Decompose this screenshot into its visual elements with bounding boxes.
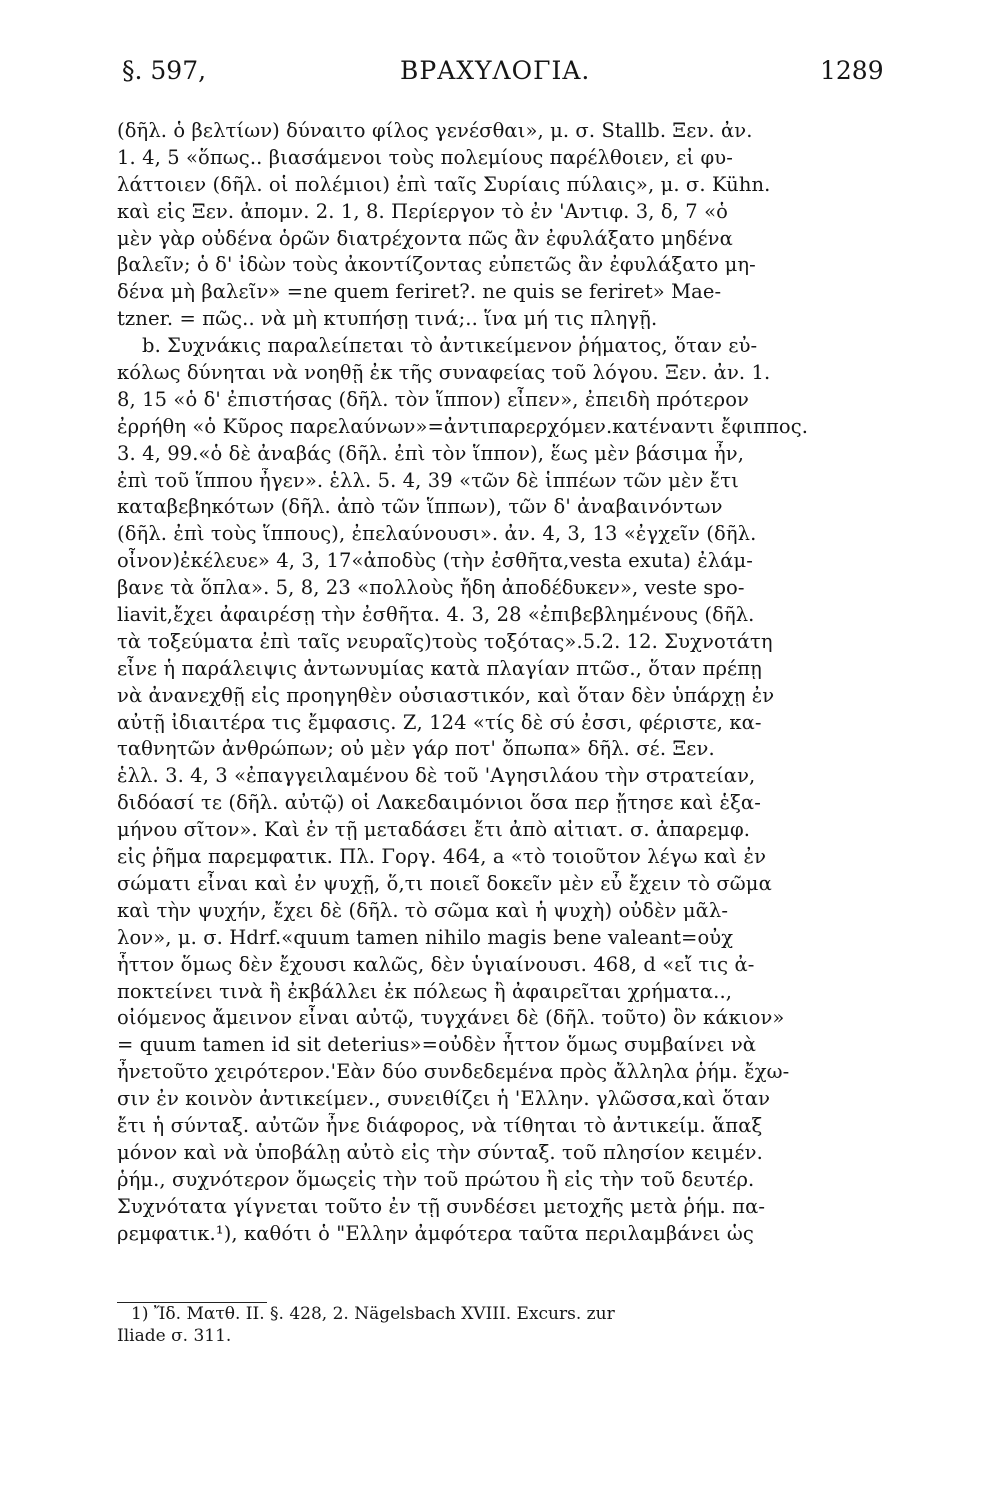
text-line: b. Συχνάκις παραλείπεται τὸ ἀντικείμενον ῥήματος, ὅταν εὐ- — [142, 334, 758, 358]
text-line: (δῆλ. ἐπὶ τοὺς ἵππους), ἐπελαύνουσι». ἀν. 4, 3, 13 «ἐγχεῖν (δῆλ. — [117, 522, 757, 546]
text-line: βανε τὰ ὅπλα». 5, 8, 23 «πολλοὺς ἤδη ἀποδέδυκεν», veste spo- — [117, 576, 745, 600]
text-line: tzner. = πῶς.. νὰ μὴ κτυπήσῃ τινά;.. ἵνα μή τις πληγῇ. — [117, 307, 658, 331]
text-line: ἦνετοῦτο χειρότερον.'Εὰν δύο συνδεδεμένα πρὸς ἄλληλα ῥήμ. ἔχω- — [117, 1060, 790, 1084]
text-line: Συχνότατα γίγνεται τοῦτο ἐν τῇ συνδέσει μετοχῆς μετὰ ῥήμ. πα- — [117, 1194, 766, 1218]
text-line: νὰ ἀνανεχθῇ εἰς προηγηθὲν οὐσιαστικόν, καὶ ὅταν δὲν ὑπάρχῃ ἐν — [117, 683, 775, 707]
text-line: 8, 15 «ὁ δ' ἐπιστήσας (δῆλ. τὸν ἵππον) εἶπεν», ἐπειδὴ πρότερον — [117, 387, 749, 411]
text-line: οἰόμενος ἄμεινον εἶναι αὐτῷ, τυγχάνει δὲ (δῆλ. τοῦτο) ὂν κάκιον» — [117, 1006, 785, 1030]
text-line: εἰς ῥῆμα παρεμφατικ. Πλ. Γοργ. 464, a «τὸ τοιοῦτον λέγω καὶ ἐν — [117, 845, 767, 869]
text-line: καὶ εἰς Ξεν. ἀπομν. 2. 1, 8. Περίεργον τὸ ἐν 'Αντιφ. 3, δ, 7 «ὁ — [117, 199, 728, 223]
text-line: μήνου σῖτον». Καὶ ἐν τῇ μεταδάσει ἔτι ἀπὸ αἰτιατ. σ. ἀπαρεμφ. — [117, 818, 751, 842]
text-line: καὶ τὴν ψυχήν, ἔχει δὲ (δῆλ. τὸ σῶμα καὶ ἡ ψυχὴ) οὐδὲν μᾶλ- — [117, 898, 729, 922]
running-header — [0, 56, 1002, 96]
text-line: = quum tamen id sit deterius»=οὐδὲν ἧττον ὅμως συμβαίνει νὰ — [117, 1033, 757, 1057]
text-line: 1. 4, 5 «ὅπως.. βιασάμενοι τοὺς πολεμίους παρέλθοιεν, εἰ φυ- — [117, 145, 733, 169]
text-line: ἑλλ. 3. 4, 3 «ἐπαγγειλαμένου δὲ τοῦ 'Αγησιλάου τὴν στρατείαν, — [117, 764, 756, 788]
text-line: liavit,ἔχει ἀφαιρέσῃ τὴν ἐσθῆτα. 4. 3, 28 «ἐπιβεβλημένους (δῆλ. — [117, 603, 755, 627]
text-line: ταθνητῶν ἀνθρώπων; οὐ μὲν γάρ ποτ' ὄπωπα» δῆλ. σέ. Ξεν. — [117, 737, 715, 761]
text-line: λάττοιεν (δῆλ. οἱ πολέμιοι) ἐπὶ ταῖς Συρίαις πύλαις», μ. σ. Kühn. — [117, 172, 771, 196]
text-line: διδόασί τε (δῆλ. αὐτῷ) οἱ Λακεδαιμόνιοι ὅσα περ ᾔτησε καὶ ἑξα- — [117, 791, 761, 815]
footnotes — [117, 1303, 827, 1347]
text-line: αὐτῇ ἰδιαιτέρα τις ἔμφασις. Ζ, 124 «τίς δὲ σύ ἐσσι, φέριστε, κα- — [117, 710, 762, 734]
text-line: σώματι εἶναι καὶ ἐν ψυχῇ, ὅ,τι ποιεῖ δοκεῖν μὲν εὖ ἔχειν τὸ σῶμα — [117, 871, 772, 895]
text-line: ἐπὶ τοῦ ἵππου ἦγεν». ἑλλ. 5. 4, 39 «τῶν δὲ ἱππέων τῶν μὲν ἔτι — [117, 468, 739, 492]
text-line: δένα μὴ βαλεῖν» =ne quem feriret?. ne quis se feriret» Mae- — [117, 280, 722, 304]
text-line: 3. 4, 99.«ὁ δὲ ἀναβάς (δῆλ. ἐπὶ τὸν ἵππον), ἕως μὲν βάσιμα ἦν, — [117, 441, 745, 465]
text-line: μόνον καὶ νὰ ὑποβάλῃ αὐτὸ εἰς τὴν σύνταξ. τοῦ πλησίον κειμέν. — [117, 1140, 763, 1164]
text-line: ρεμφατικ.¹), καθότι ὁ "Ελλην ἀμφότερα ταῦτα περιλαμβάνει ὡς — [117, 1221, 754, 1245]
text-line: εἶνε ἡ παράλειψις ἀντωνυμίας κατὰ πλαγίαν πτῶσ., ὅταν πρέπῃ — [117, 656, 762, 680]
text-line: κόλως δύνηται νὰ νοηθῇ ἐκ τῆς συναφείας τοῦ λόγου. Ξεν. ἀν. 1. — [117, 361, 771, 385]
text-line: ἔτι ἡ σύνταξ. αὐτῶν ἦνε διάφορος, νὰ τίθηται τὸ ἀντικείμ. ἅπαξ — [117, 1113, 763, 1137]
page-number: 1289 — [820, 56, 884, 85]
text-line: μὲν γὰρ οὐδένα ὁρῶν διατρέχοντα πῶς ἂν ἐφυλάξατο μηδένα — [117, 226, 733, 250]
text-line: καταβεβηκότων (δῆλ. ἀπὸ τῶν ἵππων), τῶν δ' ἀναβαινόντων — [117, 495, 723, 519]
main-text — [117, 118, 827, 1247]
text-line: (δῆλ. ὁ βελτίων) δύναιτο φίλος γενέσθαι», μ. σ. Stallb. Ξεν. ἀν. — [117, 119, 753, 142]
text-line: οἶνον)ἐκέλευε» 4, 3, 17«ἀποδὺς (τὴν ἐσθῆτα,vesta exuta) ἐλάμ- — [117, 549, 753, 573]
footnote-line: 1) Ἴδ. Ματθ. II. §. 428, 2. Nägelsbach XVIII. Excurs. zur — [131, 1304, 615, 1324]
running-title: ΒΡΑΧΥΛΟΓΙΑ. — [400, 56, 591, 85]
footnote-line: Iliade σ. 311. — [117, 1326, 232, 1346]
text-line: βαλεῖν; ὁ δ' ἰδὼν τοὺς ἀκοντίζοντας εὐπετῶς ἂν ἐφυλάξατο μη- — [117, 253, 756, 277]
text-line: ἧττον ὅμως δὲν ἔχουσι καλῶς, δὲν ὑγιαίνουσι. 468, d «εἴ τις ἀ- — [117, 952, 755, 976]
section-number: §. 597, — [122, 56, 207, 85]
text-line: τὰ τοξεύματα ἐπὶ ταῖς νευραῖς)τοὺς τοξότας».5.2. 12. Συχνοτάτη — [117, 629, 773, 653]
text-line: ῥήμ., συχνότερον ὅμωςεἰς τὴν τοῦ πρώτου ἢ εἰς τὴν τοῦ δευτέρ. — [117, 1167, 755, 1191]
text-line: λον», μ. σ. Hdrf.«quum tamen nihilo magis bene valeant=οὐχ — [117, 925, 734, 949]
text-line: ἐρρήθη «ὁ Κῦρος παρελαύνων»=ἀντιπαρερχόμεν.κατέναντι ἔφιππος. — [117, 414, 809, 438]
text-line: ποκτείνει τινὰ ἢ ἐκβάλλει ἐκ πόλεως ἢ ἀφαιρεῖται χρήματα.., — [117, 979, 733, 1003]
text-line: σιν ἐν κοινὸν ἀντικείμεν., συνειθίζει ἡ 'Ελλην. γλῶσσα,καὶ ὅταν — [117, 1087, 771, 1111]
